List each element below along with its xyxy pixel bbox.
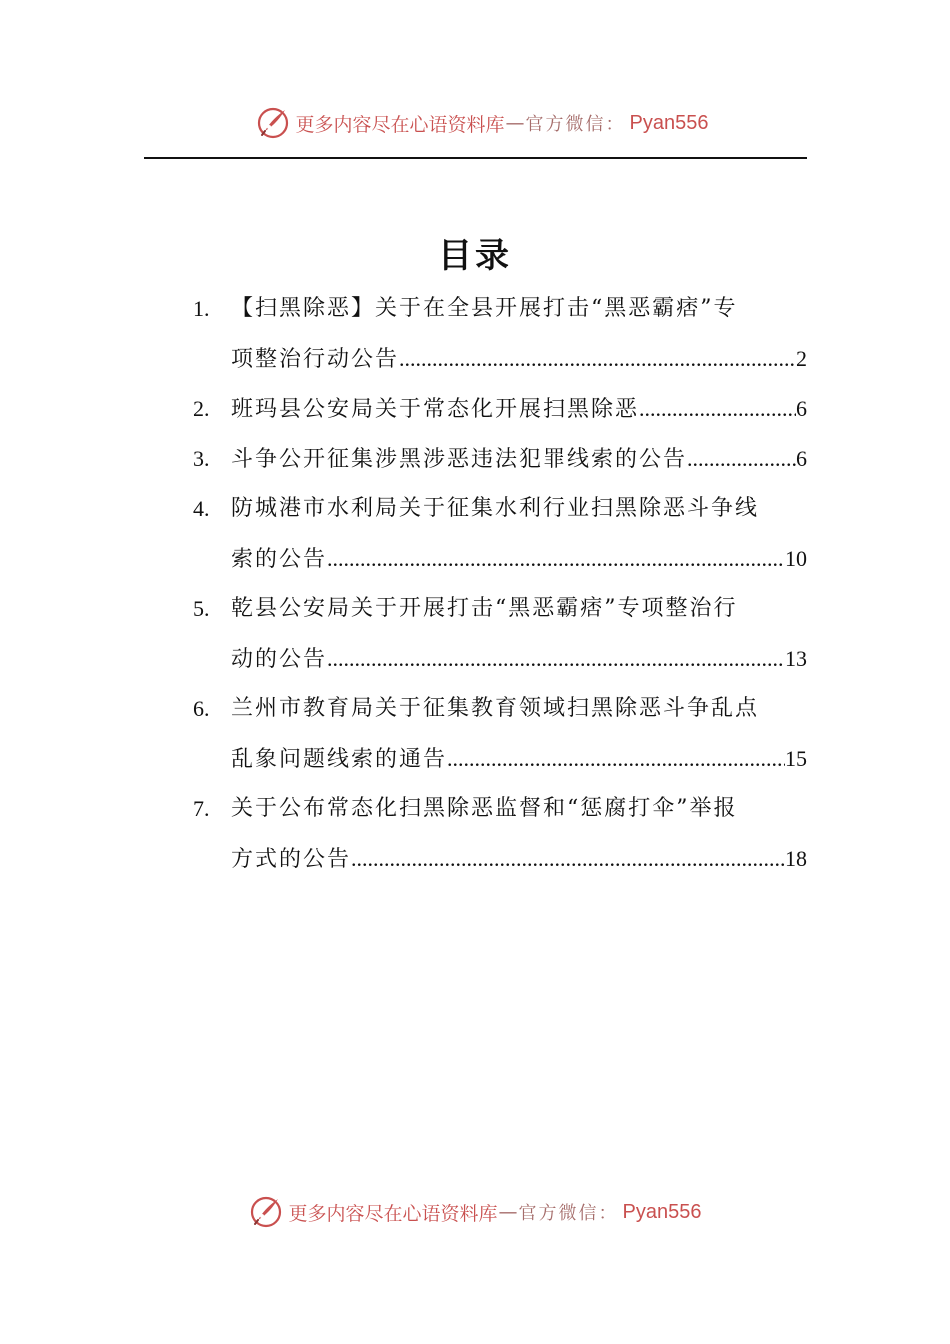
toc-entry[interactable] [191, 784, 807, 884]
toc-entry-text: 兰州市教育局关于征集教育领域扫黑除恶斗争乱点 [231, 696, 760, 721]
toc-entry-text: 索的公告 [231, 547, 328, 572]
toc-entry-text: 【扫黑除恶】关于在全县开展打击“黑恶霸痞”专 [231, 296, 738, 321]
toc-entry-last-line [231, 334, 807, 384]
toc-entry[interactable] [191, 434, 807, 484]
toc-entry-text: 斗争公开征集涉黑涉恶违法犯罪线索的公告 [231, 447, 688, 472]
toc-page-number: 6 [796, 396, 807, 421]
toc-entry-text: 项整治行动公告 [231, 347, 400, 372]
toc-entry-last-line [231, 834, 807, 884]
toc-entry-text: 动的公告 [231, 647, 328, 672]
toc-entry-number: 6. [193, 696, 210, 721]
toc-entry-text: 乱象问题线索的通告 [231, 747, 448, 772]
page-title: 目录 [438, 236, 512, 276]
toc-dot-leader [639, 384, 796, 434]
toc-entry-last-line [231, 534, 807, 584]
header-divider [144, 157, 807, 159]
banner-dash: — [505, 112, 525, 134]
toc-entry-number: 2. [193, 396, 210, 421]
toc-entry[interactable] [191, 684, 807, 784]
quill-pen-logo-icon [256, 106, 290, 140]
quill-pen-logo-icon [249, 1195, 283, 1229]
toc-entry-number: 4. [193, 496, 210, 521]
toc-entry-number: 1. [193, 296, 210, 321]
footer-banner [0, 1192, 950, 1232]
toc-page-number: 6 [796, 446, 807, 471]
banner-wechat-id: Pyan556 [629, 111, 709, 134]
toc-dot-leader [327, 634, 785, 684]
toc-entry-text: 方式的公告 [231, 847, 352, 872]
toc-entry-last-line [231, 434, 807, 484]
toc-page-number: 13 [785, 646, 807, 671]
banner-main-text: 更多内容尽在心语资料库 [295, 113, 505, 136]
toc-entry[interactable] [191, 584, 807, 684]
banner-dash: — [498, 1201, 518, 1223]
banner-sub-text: 官方微信： [518, 1203, 619, 1224]
toc-entry-number: 5. [193, 596, 210, 621]
toc-dot-leader [399, 334, 796, 384]
header-banner [0, 103, 950, 143]
toc-page-number: 10 [785, 546, 807, 571]
toc-page-number: 18 [785, 846, 807, 871]
banner-main-text: 更多内容尽在心语资料库 [288, 1202, 498, 1225]
toc-entry-last-line [231, 734, 807, 784]
toc-entry-text: 班玛县公安局关于常态化开展扫黑除恶 [231, 397, 640, 422]
toc-dot-leader [447, 734, 785, 784]
toc-page-number: 15 [785, 746, 807, 771]
toc-entry-text: 乾县公安局关于开展打击“黑恶霸痞”专项整治行 [231, 596, 738, 621]
toc-entry-text: 关于公布常态化扫黑除恶监督和“惩腐打伞”举报 [231, 796, 738, 821]
toc-entry-number: 7. [193, 796, 210, 821]
toc-dot-leader [327, 534, 785, 584]
toc-entry[interactable] [191, 484, 807, 584]
toc-dot-leader [351, 834, 785, 884]
toc-entry-text: 防城港市水利局关于征集水利行业扫黑除恶斗争线 [231, 496, 760, 521]
banner-wechat-id: Pyan556 [622, 1200, 702, 1223]
toc-entry-last-line [231, 634, 807, 684]
banner-sub-text: 官方微信： [525, 114, 626, 135]
table-of-contents [191, 284, 807, 884]
toc-entry[interactable] [191, 284, 807, 384]
toc-entry[interactable] [191, 384, 807, 434]
toc-entry-number: 3. [193, 446, 210, 471]
toc-dot-leader [687, 434, 796, 484]
toc-page-number: 2 [796, 346, 807, 371]
toc-entry-last-line [231, 384, 807, 434]
